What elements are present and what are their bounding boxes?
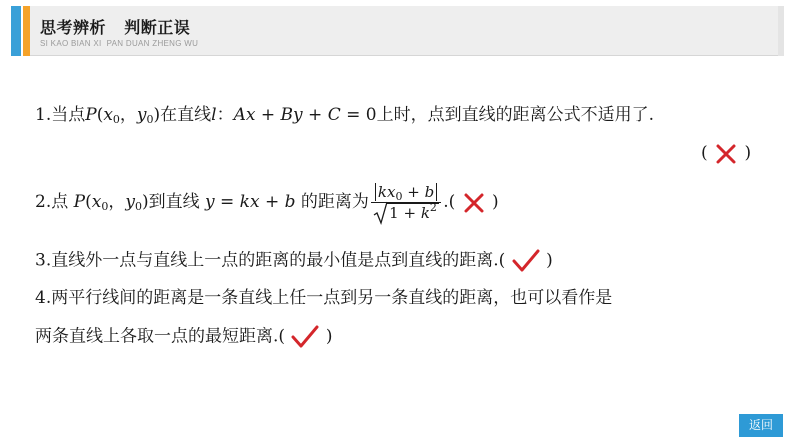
statement-4 <box>35 287 612 309</box>
statement-2: 2.点 $P(x_0$，$y_0$)到直线 y = kx + b 的距离为 $\frac{kx_0 + b}{1 + k^2}$ .( ) <box>35 183 499 222</box>
statement-3-text: 直线外一点与直线上一点的距离的最小值是点到直线的距离. <box>51 250 499 271</box>
statement-3: 3.直线外一点与直线上一点的距离的最小值是点到直线的距离.( ) <box>35 249 553 273</box>
distance-fraction: $\frac{kx_0 + b}{1 + k^2}$ <box>371 182 441 223</box>
answer-1: ( ) <box>701 143 752 163</box>
check-icon <box>511 249 541 273</box>
statement-1-text-b: 在直线 <box>160 105 212 125</box>
statement-1: 1.当点$P(x_0$，$y_0$)在直线l：Ax + By + C = 0上时，点到直线的距离公式不适用了. <box>35 105 655 126</box>
formula-line: l <box>211 105 217 125</box>
cross-icon <box>461 192 487 214</box>
back-button[interactable]: 返回 <box>739 414 783 437</box>
statement-4-text: 两平行线间的距离是一条直线上任一点到另一条直线的距离，也可以看作是 <box>51 288 613 308</box>
formula-point: P <box>85 105 97 125</box>
statement-1-text-a: 当点 <box>51 105 86 125</box>
statement-1-number: 1. <box>35 105 52 125</box>
section-title: 思考辨析 判断正误 <box>40 18 191 37</box>
statement-3-number: 3. <box>35 250 52 271</box>
header-blue-stripe <box>11 6 21 56</box>
check-icon <box>290 325 320 349</box>
statement-1-text-c: 上时，点到直线的距离公式不适用了. <box>376 105 655 125</box>
section-subtitle: SI KAO BIAN XI PAN DUAN ZHENG WU <box>40 39 199 48</box>
statement-2-text-a: 点 <box>51 192 74 212</box>
header-orange-stripe <box>23 6 30 56</box>
statement-2-text-c: 的距离为 <box>295 192 369 212</box>
statement-4-continued: 两条直线上各取一点的最短距离.( ) <box>35 325 333 349</box>
statement-2-number: 2. <box>35 192 52 212</box>
header-end-cap <box>778 6 784 56</box>
statement-4-text-2: 两条直线上各取一点的最短距离. <box>35 326 279 347</box>
cross-icon <box>713 143 739 165</box>
statement-4-number: 4. <box>35 288 52 308</box>
header-divider <box>30 55 778 56</box>
statement-2-text-b: 到直线 <box>148 192 205 212</box>
